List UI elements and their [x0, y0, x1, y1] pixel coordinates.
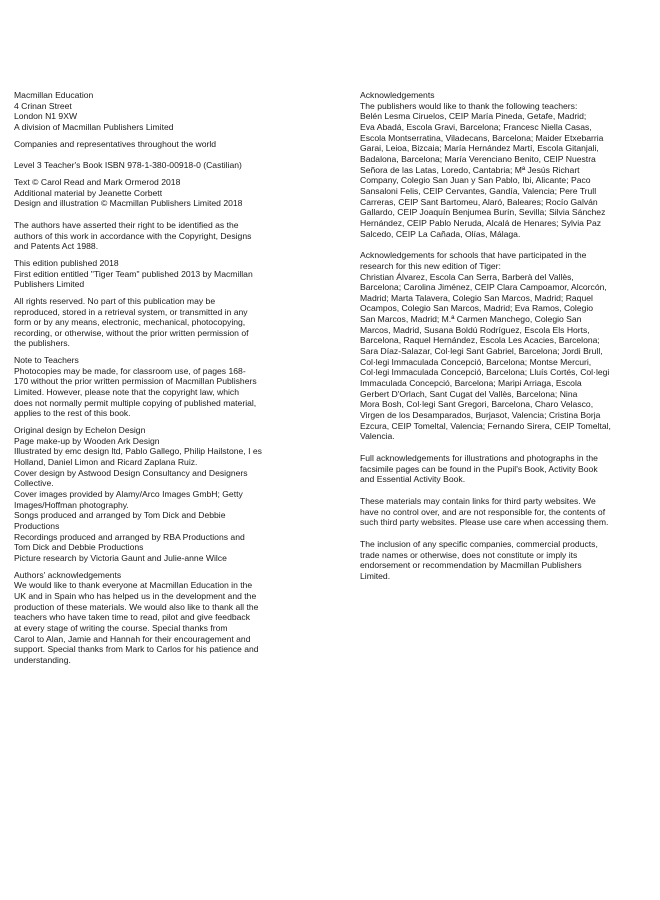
edition-info: This edition published 2018 First edition entitled "Tiger Team" published 2013 by Macmillan Publishers Limited	[14, 257, 253, 290]
authors-acknowledgements: Authors' acknowledgements We would like to thank everyone at Macmillan Education in the UK and in Spain who has helped us in the development and the production of these materials. We would also like to thank all the teachers who have taken time to read, pilot and give feedback at every stage of writing the course. Special thanks from Carol to Alan, Jamie and Hannah for their encouragement and support. Special thanks from Mark to Carlos for his patience and understanding.	[14, 569, 259, 665]
design-credits: Original design by Echelon Design Page make-up by Wooden Ark Design Illustrated by emc design ltd, Pablo Gallego, Philip Hailstone, I es Holland, Daniel Limon and Ricard Zaplana Ruiz. Cover design by Astwood Design Consultancy and Designers Collective. Cover images provided by Alamy/Arco Images GmbH; Getty Images/Hoffman photography. Songs produced and arranged by Tom Dick and Debbie Productions Recordings produced and arranged by RBA Productions and Tom Dick and Debbie Productions Picture research by Victoria Gaunt and Julie-anne Wilce	[14, 425, 262, 563]
teacher-acknowledgements: Acknowledgements The publishers would like to thank the following teachers: Belén Lesma Ciruelos, CEIP María Pineda, Getafe, Madrid; Eva Abadá, Escola Gravi, Barcelona; Francesc Niella Casas, Escola Montserratina, Viladecans, Barcelona; Maider Etxebarria Garai, Leioa, Bizcaia; María Hernández Martí, Escola Gitanjali, Badalona, Barcelona; María Verenciano Benito, CEIP Nuestra Señora de las Latas, Loredo, Cantabria; Mª Jesús Richart Company, Colegio San Juan y San Pablo, Ibi, Alicante; Paco Sansaloni Felis, CEIP Cervantes, Gandía, Valencia; Pere Trull Carreras, CEIP Sant Bartomeu, Alaró, Baleares; Rocío Galván Gallardo, CEIP Joaquín Benjumea Burín, Sevilla; Silvia Sánchez Hernández, CEIP Pablo Neruda, Alcalá de Henares; Sylvia Paz Salcedo, CEIP La Cañada, Olías, Málaga.	[360, 90, 606, 239]
isbn-line: Level 3 Teacher's Book ISBN 978-1-380-00918-0 (Castilian)	[14, 160, 242, 171]
school-acknowledgements: Acknowledgements for schools that have participated in the research for this new edition of Tiger: Christian Álvarez, Escola Can Serra, Barberà del Vallès, Barcelona; Carolina Jiménez, CEIP Clara Campoamor, Alcorcón, Madrid; Marta Talavera, Colegio San Marcos, Madrid; Raquel Ocampos, Colegio San Marcos, Madrid; Eva Ramos, Colegio San Marcos, Madrid; M.ª Carmen Manchego, Colegio San Marcos, Madrid, Susana Boldú Rodríguez, Escola Els Horts, Barcelona, Raquel Hernández, Escola Les Acacies, Barcelona; Sara Díaz-Salazar, Col·legi Sant Gabriel, Barcelona; Jordi Brull, Col·legi Immaculada Concepció, Barcelona; Montse Mercuri, Col·legi Immaculada Concepció, Barcelona; Lluís Cortés, Col·legi Immaculada Concepció, Barcelona; Maripi Arriaga, Escola Gerbert D'Orlach, Sant Cugat del Vallès, Barcelona; Nina Mora Bosh, Col·legi Sant Gregori, Barcelona, Charo Velasco, Virgen de los Desamparados, Burjasot, Valencia; Cristina Borja Ezcura, CEIP Tomeltal, Valencia; Fernando Sirera, CEIP Tomeltal, Valencia.	[360, 250, 611, 442]
note-to-teachers: Note to Teachers Photocopies may be made, for classroom use, of pages 168- 170 without the prior written permission of Macmillan Publishers Limited. However, please note that the copyright law, which does not normally permit multiple copying of published material, applies to the rest of this book.	[14, 355, 257, 419]
illustrations-acknowledgements: Full acknowledgements for illustrations and photographs in the facsimile pages can be found in the Pupil's Book, Activity Book and Essential Activity Book.	[360, 453, 598, 485]
right-column	[360, 90, 660, 588]
inclusion-disclaimer: The inclusion of any specific companies, commercial products, trade names or otherwise, does not constitute or imply its endorsement or recommendation by Macmillan Publishers Limited.	[360, 538, 598, 581]
publisher-address: Macmillan Education 4 Crinan Street London N1 9XW A division of Macmillan Publishers Limited	[14, 90, 174, 132]
third-party-notice: These materials may contain links for third party websites. We have no control over, and are not responsible for, the contents of such third party websites. Please use care when accessing them.	[360, 495, 609, 528]
companies-statement: Companies and representatives throughout the world	[14, 138, 217, 149]
all-rights-reserved: All rights reserved. No part of this publication may be reproduced, stored in a retrieval system, or transmitted in any form or by any means, electronic, mechanical, photocopying, recording, or otherwise, without the prior written permission of the publishers.	[14, 295, 249, 349]
rights-asserted: The authors have asserted their right to be identified as the authors of this work in accordance with the Copyright, Designs and Patents Act 1988.	[14, 219, 252, 252]
copyright-credits: Text © Carol Read and Mark Ormerod 2018 Additional material by Jeanette Corbett Design and illustration © Macmillan Publishers Limited 2018	[14, 176, 243, 209]
left-column	[14, 90, 344, 672]
